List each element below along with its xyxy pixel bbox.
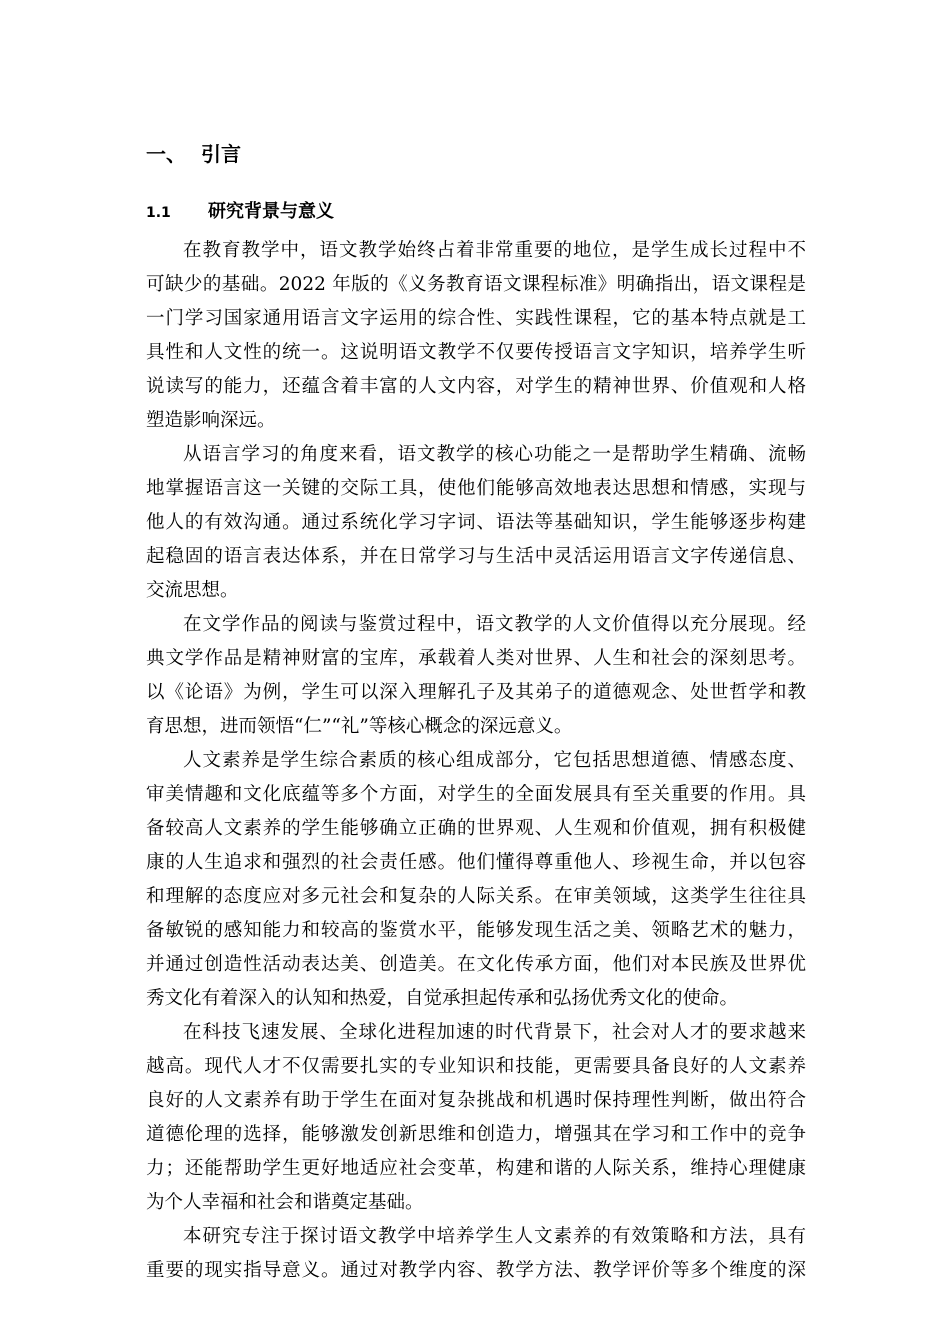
text-line: 并通过创造性活动表达美、创造美。在文化传承方面，他们对本民族及世界优 [146,954,806,975]
text-line: 秀文化有着深入的认知和热爱，自觉承担起传承和弘扬优秀文化的使命。 [146,988,739,1009]
text-line: 本研究专注于探讨语文教学中培养学生人文素养的有效策略和方法，具有 [183,1226,806,1247]
section-heading [146,140,241,168]
text-line: 审美情趣和文化底蕴等多个方面，对学生的全面发展具有至关重要的作用。具 [146,784,806,805]
text-line: 备敏锐的感知能力和较高的鉴赏水平，能够发现生活之美、领略艺术的魅力， [146,920,806,941]
text-line: 说读写的能力，还蕴含着丰富的人文内容，对学生的精神世界、价值观和人格 [146,376,806,397]
text-line: 在教育教学中，语文教学始终占着非常重要的地位，是学生成长过程中不 [183,240,806,261]
text-line: 重要的现实指导意义。通过对教学内容、教学方法、教学评价等多个维度的深 [146,1260,806,1281]
text-line: 可缺少的基础。2022 年版的《义务教育语文课程标准》明确指出，语文课程是 [146,274,806,295]
text-line: 在文学作品的阅读与鉴赏过程中，语文教学的人文价值得以充分展现。经 [183,614,806,635]
text-line: 从语言学习的角度来看，语文教学的核心功能之一是帮助学生精确、流畅 [183,444,806,465]
text-line: 一门学习国家通用语言文字运用的综合性、实践性课程，它的基本特点就是工 [146,308,806,329]
text-line: 人文素养是学生综合素质的核心组成部分，它包括思想道德、情感态度、 [183,750,806,771]
text-line: 康的人生追求和强烈的社会责任感。他们懂得尊重他人、珍视生命，并以包容 [146,852,806,873]
paragraph [146,1220,806,1288]
subsection-number: 1.1 [146,205,171,221]
text-line: 为个人幸福和社会和谐奠定基础。 [146,1192,424,1213]
text-line: 起稳固的语言表达体系，并在日常学习与生活中灵活运用语言文字传递信息、 [146,546,806,567]
section-title: 引言 [201,142,241,166]
section-number: 一、 [146,142,186,166]
text-line: 塑造影响深远。 [146,410,276,431]
paragraph [146,1016,806,1220]
text-line: 育思想，进而领悟“仁”“礼”等核心概念的深远意义。 [146,716,573,737]
text-line: 和理解的态度应对多元社会和复杂的人际关系。在审美领域，这类学生往往具 [146,886,806,907]
text-line: 良好的人文素养有助于学生在面对复杂挑战和机遇时保持理性判断，做出符合 [146,1090,806,1111]
paragraph [146,438,806,608]
text-line: 具性和人文性的统一。这说明语文教学不仅要传授语言文字知识，培养学生听 [146,342,806,363]
text-line: 备较高人文素养的学生能够确立正确的世界观、人生观和价值观，拥有积极健 [146,818,806,839]
paragraph [146,234,806,438]
text-line: 以《论语》为例，学生可以深入理解孔子及其弟子的道德观念、处世哲学和教 [146,682,806,703]
text-line: 地掌握语言这一关键的交际工具，使他们能够高效地表达思想和情感，实现与 [146,478,806,499]
subsection-title: 研究背景与意义 [208,201,334,222]
paragraph [146,608,806,744]
text-line: 他人的有效沟通。通过系统化学习字词、语法等基础知识，学生能够逐步构建 [146,512,806,533]
subsection-heading [146,199,334,226]
text-line: 力；还能帮助学生更好地适应社会变革，构建和谐的人际关系，维持心理健康 [146,1158,806,1179]
text-line: 越高。现代人才不仅需要扎实的专业知识和技能，更需要具备良好的人文素养 [146,1056,806,1077]
text-line: 道德伦理的选择，能够激发创新思维和创造力，增强其在学习和工作中的竞争 [146,1124,806,1145]
text-line: 在科技飞速发展、全球化进程加速的时代背景下，社会对人才的要求越来 [183,1022,806,1043]
text-line: 交流思想。 [146,580,239,601]
text-line: 典文学作品是精神财富的宝库，承载着人类对世界、人生和社会的深刻思考。 [146,648,806,669]
body-text [146,234,806,1288]
paragraph [146,744,806,1016]
